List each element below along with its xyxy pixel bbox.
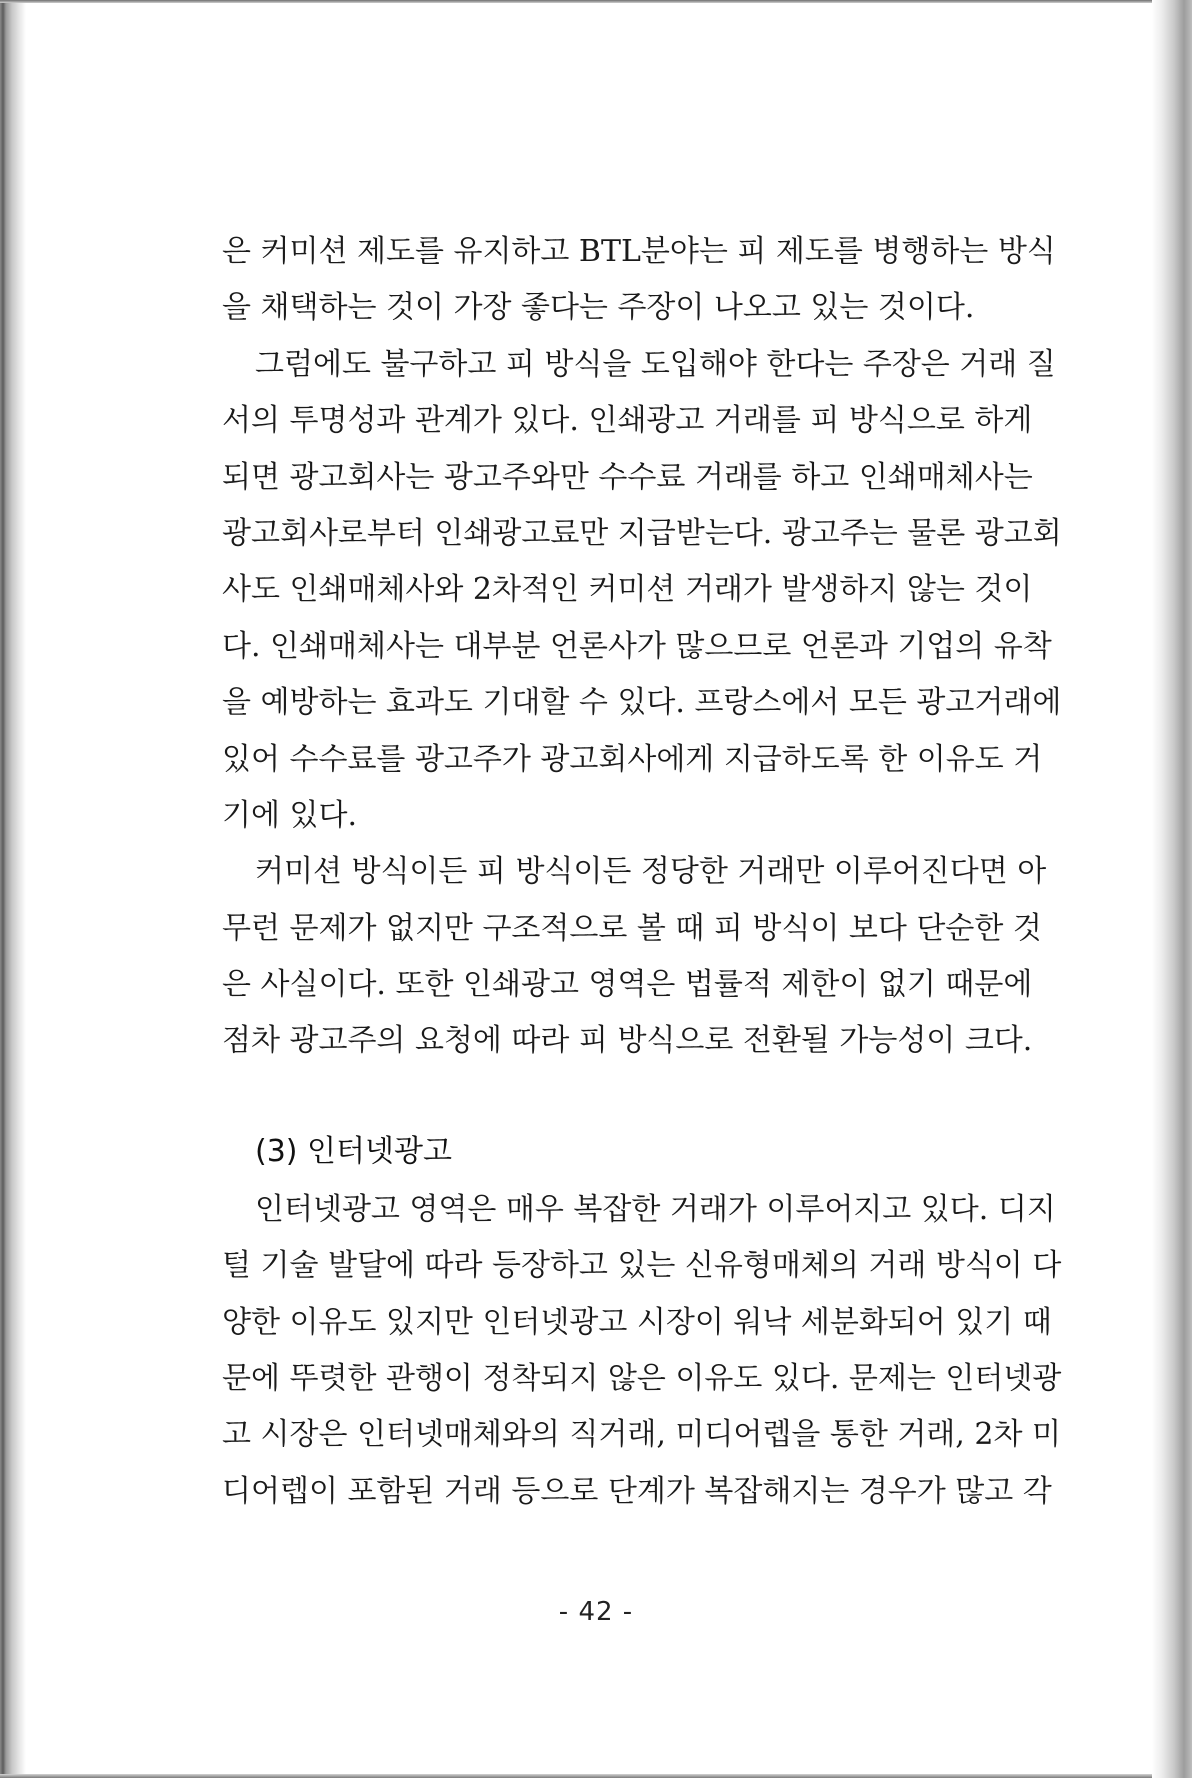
text-line: 무런 문제가 없지만 구조적으로 볼 때 피 방식이 보다 단순한 것 bbox=[222, 910, 1042, 946]
section-heading: (3) 인터넷광고 bbox=[255, 1133, 452, 1169]
text-line: 인터넷광고 영역은 매우 복잡한 거래가 이루어지고 있다. 디지 bbox=[255, 1191, 1056, 1227]
text-line: 그럼에도 불구하고 피 방식을 도입해야 한다는 주장은 거래 질 bbox=[255, 346, 1056, 382]
text-line: 커미션 방식이든 피 방식이든 정당한 거래만 이루어진다면 아 bbox=[255, 854, 1047, 890]
section-spacer bbox=[222, 1070, 992, 1122]
text-line: 은 사실이다. 또한 인쇄광고 영역은 법률적 제한이 없기 때문에 bbox=[222, 967, 1033, 1003]
page-number: - 42 - bbox=[558, 1597, 634, 1627]
text-line: 기에 있다. bbox=[222, 797, 357, 833]
text-line: 서의 투명성과 관계가 있다. 인쇄광고 거래를 피 방식으로 하게 bbox=[222, 403, 1033, 439]
text-line: 디어렙이 포함된 거래 등으로 단계가 복잡해지는 경우가 많고 각 bbox=[222, 1473, 1052, 1509]
text-line: 고 시장은 인터넷매체와의 직거래, 미디어렙을 통한 거래, 2차 미 bbox=[222, 1417, 1061, 1453]
text-line: 다. 인쇄매체사는 대부분 언론사가 많으므로 언론과 기업의 유착 bbox=[222, 628, 1052, 664]
text-line: 을 예방하는 효과도 기대할 수 있다. 프랑스에서 모든 광고거래에 bbox=[222, 685, 1062, 721]
text-line: 을 채택하는 것이 가장 좋다는 주장이 나오고 있는 것이다. bbox=[222, 290, 975, 326]
text-line: 사도 인쇄매체사와 2차적인 커미션 거래가 발생하지 않는 것이 bbox=[222, 572, 1033, 608]
paragraph-1 bbox=[222, 224, 1056, 337]
text-line: 점차 광고주의 요청에 따라 피 방식으로 전환될 가능성이 크다. bbox=[222, 1023, 1033, 1059]
paragraph-2 bbox=[222, 337, 1062, 845]
text-line: 양한 이유도 있지만 인터넷광고 시장이 워낙 세분화되어 있기 때 bbox=[222, 1304, 1052, 1340]
paragraph-3 bbox=[222, 844, 1047, 1070]
page-bottom-edge bbox=[0, 1774, 1192, 1778]
text-line: 되면 광고회사는 광고주와만 수수료 거래를 하고 인쇄매체사는 bbox=[222, 459, 1033, 495]
page-top-edge bbox=[0, 0, 1192, 3]
text-line: 은 커미션 제도를 유지하고 BTL분야는 피 제도를 병행하는 방식 bbox=[222, 234, 1056, 269]
page-curl-shadow bbox=[1152, 0, 1192, 1778]
paragraph-4 bbox=[222, 1182, 1062, 1520]
text-line: 있어 수수료를 광고주가 광고회사에게 지급하도록 한 이유도 거 bbox=[222, 741, 1043, 777]
text-line: 광고회사로부터 인쇄광고료만 지급받는다. 광고주는 물론 광고회 bbox=[222, 515, 1062, 551]
text-line: 털 기술 발달에 따라 등장하고 있는 신유형매체의 거래 방식이 다 bbox=[222, 1248, 1062, 1284]
body-text bbox=[222, 224, 1062, 1520]
page-binding-edge bbox=[0, 0, 26, 1778]
text-line: 문에 뚜렷한 관행이 정착되지 않은 이유도 있다. 문제는 인터넷광 bbox=[222, 1361, 1062, 1397]
